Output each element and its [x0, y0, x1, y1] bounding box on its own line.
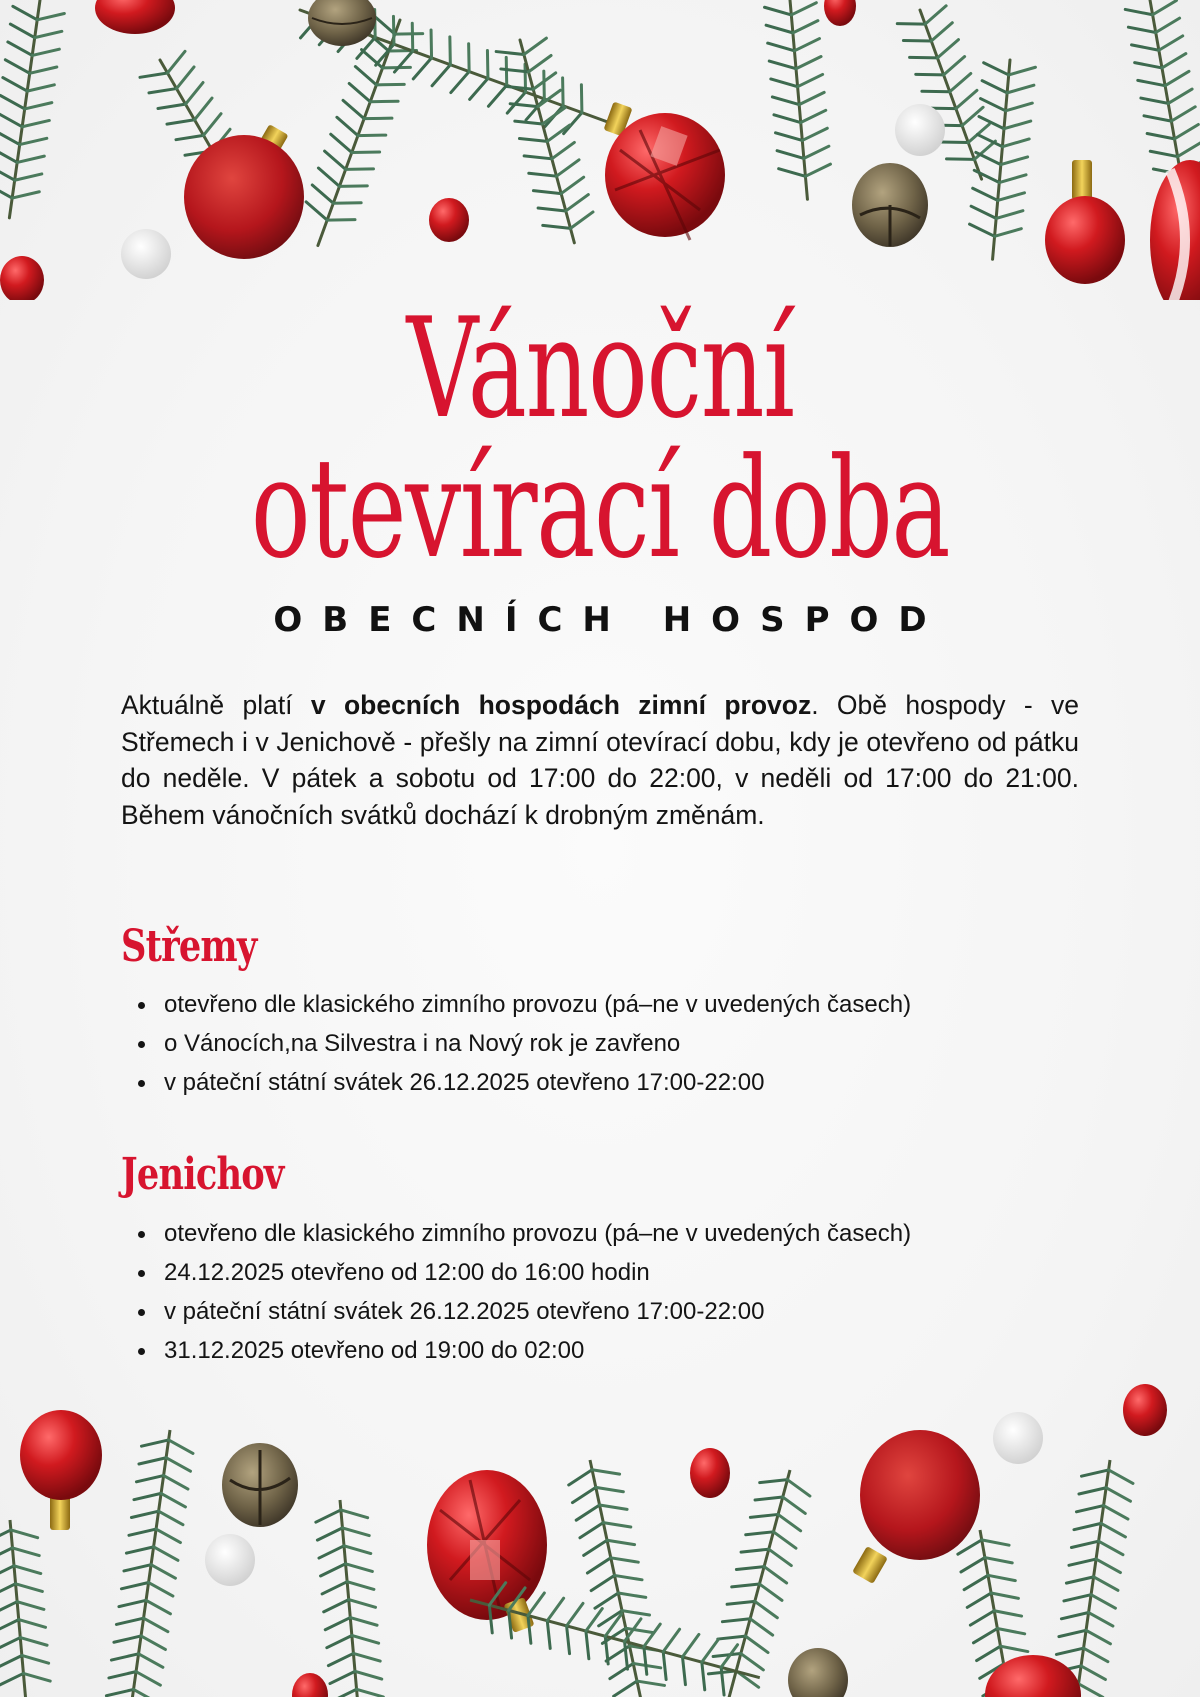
list-item: v páteční státní svátek 26.12.2025 otevřeno 17:00-22:00 [136, 1292, 911, 1331]
top-christmas-decoration [0, 0, 1200, 300]
list-item: v páteční státní svátek 26.12.2025 otevřeno 17:00-22:00 [136, 1063, 911, 1102]
intro-text-end: . Obě hospody - ve Střemech i v Jenichově - přešly na zimní otevírací dobu, kdy je otevřeno od pátku do neděle. V pátek a sobotu od 17:00 do 22:00, v neděli od 17:00 do 21:00. Během vánočních svátků dochází k drobným změnám. [121, 690, 1079, 830]
subtitle: OBECNÍCH HOSPOD [273, 600, 947, 640]
list-item: 24.12.2025 otevřeno od 12:00 do 16:00 hodin [136, 1253, 911, 1292]
intro-text-start: Aktuálně platí [121, 690, 311, 720]
list-item: 31.12.2025 otevřeno od 19:00 do 02:00 [136, 1331, 911, 1370]
bottom-christmas-decoration [0, 1370, 1200, 1697]
list-jenichov [136, 1214, 911, 1370]
pine-and-ornaments-icon [0, 1370, 1200, 1697]
pine-and-ornaments-icon [0, 0, 1200, 300]
list-item: otevřeno dle klasického zimního provozu (pá–ne v uvedených časech) [136, 1214, 911, 1253]
title-line-2: otevírací doba [250, 428, 950, 589]
intro-text-bold: v obecních hospodách zimní provoz [310, 690, 812, 720]
list-item: o Vánocích,na Silvestra i na Nový rok je zavřeno [136, 1024, 911, 1063]
title-line-1: Vánoční [406, 288, 794, 449]
section-title-stremy: Střemy [121, 921, 257, 972]
list-item: otevřeno dle klasického zimního provozu (pá–ne v uvedených časech) [136, 985, 911, 1024]
intro-paragraph [121, 687, 1079, 833]
list-stremy [136, 985, 911, 1102]
section-title-jenichov: Jenichov [121, 1149, 284, 1200]
